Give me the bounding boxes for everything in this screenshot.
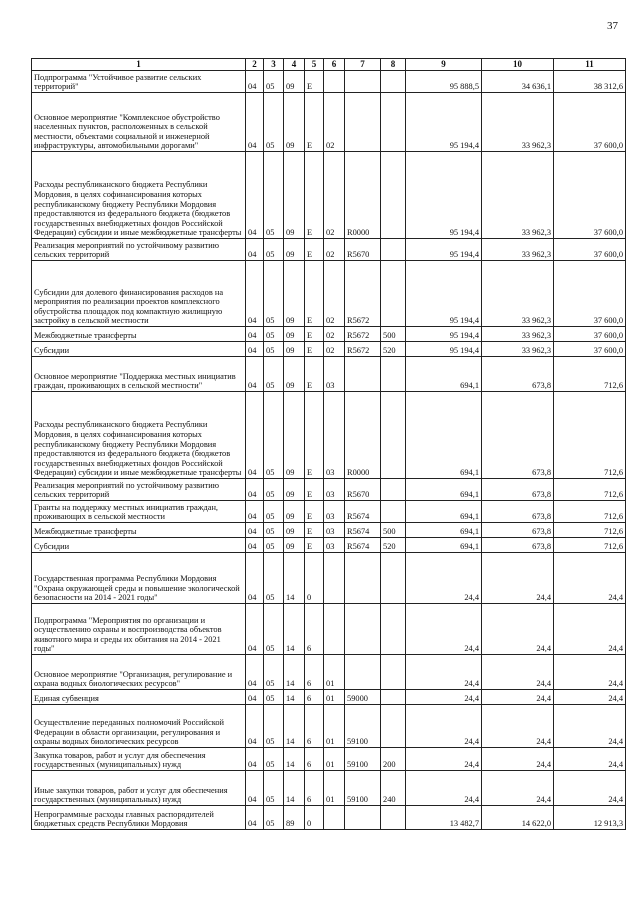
amount-col-10: 24,4 (482, 771, 554, 806)
row-name: Осуществление переданных полномочий Российской Федерации в области организации, регулирования и охраны водных биологических ресурсов (32, 705, 246, 748)
row-name: Субсидии (32, 342, 246, 357)
activity-code (324, 604, 345, 655)
expense-type-code (381, 239, 406, 261)
section-code: 04 (246, 392, 264, 479)
table-row (32, 655, 626, 690)
column-header: 11 (554, 59, 626, 71)
activity-code: 01 (324, 705, 345, 748)
expense-type-code: 500 (381, 327, 406, 342)
subprogram-code: Е (305, 71, 324, 93)
subprogram-code: Е (305, 479, 324, 501)
subprogram-code: Е (305, 501, 324, 523)
amount-col-10: 33 962,3 (482, 342, 554, 357)
program-code: 14 (284, 553, 305, 604)
expense-code (345, 604, 381, 655)
column-header: 7 (345, 59, 381, 71)
table-header-row (32, 59, 626, 71)
section-code: 04 (246, 479, 264, 501)
amount-col-10: 673,8 (482, 357, 554, 392)
column-header: 4 (284, 59, 305, 71)
amount-col-11: 24,4 (554, 655, 626, 690)
subsection-code: 05 (264, 690, 284, 705)
amount-col-10: 33 962,3 (482, 152, 554, 239)
expense-type-code: 200 (381, 748, 406, 771)
amount-col-11: 24,4 (554, 553, 626, 604)
subsection-code: 05 (264, 327, 284, 342)
program-code: 09 (284, 261, 305, 327)
subsection-code: 05 (264, 523, 284, 538)
program-code: 09 (284, 479, 305, 501)
expense-type-code: 520 (381, 538, 406, 553)
expense-code: R5674 (345, 538, 381, 553)
amount-col-11: 24,4 (554, 690, 626, 705)
section-code: 04 (246, 748, 264, 771)
column-header: 10 (482, 59, 554, 71)
expense-code: R5672 (345, 261, 381, 327)
amount-col-9: 24,4 (406, 655, 482, 690)
subprogram-code: 0 (305, 553, 324, 604)
program-code: 14 (284, 655, 305, 690)
activity-code: 01 (324, 748, 345, 771)
section-code: 04 (246, 523, 264, 538)
subsection-code: 05 (264, 705, 284, 748)
table-row (32, 523, 626, 538)
expense-code (345, 655, 381, 690)
amount-col-10: 673,8 (482, 501, 554, 523)
subsection-code: 05 (264, 806, 284, 830)
amount-col-10: 33 962,3 (482, 93, 554, 152)
activity-code: 02 (324, 261, 345, 327)
amount-col-10: 33 962,3 (482, 327, 554, 342)
amount-col-10: 34 636,1 (482, 71, 554, 93)
amount-col-9: 24,4 (406, 690, 482, 705)
section-code: 04 (246, 342, 264, 357)
activity-code: 03 (324, 538, 345, 553)
amount-col-9: 95 194,4 (406, 261, 482, 327)
row-name: Закупка товаров, работ и услуг для обеспечения государственных (муниципальных) нужд (32, 748, 246, 771)
program-code: 09 (284, 93, 305, 152)
section-code: 04 (246, 690, 264, 705)
table-row (32, 357, 626, 392)
amount-col-9: 95 194,4 (406, 327, 482, 342)
subsection-code: 05 (264, 479, 284, 501)
amount-col-10: 673,8 (482, 538, 554, 553)
expense-type-code (381, 806, 406, 830)
subprogram-code: Е (305, 261, 324, 327)
row-name: Основное мероприятие "Комплексное обустройство населенных пунктов, расположенных в сельской местности, объектами социальной и инженерной инфраструктуры, автомобильными дорогами" (32, 93, 246, 152)
activity-code: 01 (324, 771, 345, 806)
subprogram-code: Е (305, 152, 324, 239)
section-code: 04 (246, 538, 264, 553)
subprogram-code: Е (305, 93, 324, 152)
amount-col-9: 24,4 (406, 604, 482, 655)
amount-col-11: 37 600,0 (554, 239, 626, 261)
expense-code: R0000 (345, 392, 381, 479)
subsection-code: 05 (264, 771, 284, 806)
row-name: Реализация мероприятий по устойчивому развитию сельских территорий (32, 239, 246, 261)
row-name: Субсидии (32, 538, 246, 553)
amount-col-11: 712,6 (554, 479, 626, 501)
program-code: 89 (284, 806, 305, 830)
column-header: 6 (324, 59, 345, 71)
column-header: 3 (264, 59, 284, 71)
subsection-code: 05 (264, 357, 284, 392)
section-code: 04 (246, 71, 264, 93)
subsection-code: 05 (264, 538, 284, 553)
subsection-code: 05 (264, 604, 284, 655)
section-code: 04 (246, 806, 264, 830)
row-name: Непрограммные расходы главных распорядителей бюджетных средств Республики Мордовия (32, 806, 246, 830)
amount-col-9: 24,4 (406, 705, 482, 748)
expense-type-code: 520 (381, 342, 406, 357)
row-name: Субсидии для долевого финансирования расходов на мероприятия по реализации проектов комплексного обустройства площадок под компактную жилищную застройку в сельской местности (32, 261, 246, 327)
program-code: 09 (284, 357, 305, 392)
amount-col-10: 673,8 (482, 523, 554, 538)
table-row (32, 501, 626, 523)
amount-col-11: 37 600,0 (554, 152, 626, 239)
activity-code: 02 (324, 342, 345, 357)
subsection-code: 05 (264, 261, 284, 327)
row-name: Основное мероприятие "Поддержка местных инициатив граждан, проживающих в сельской местности" (32, 357, 246, 392)
table-row (32, 538, 626, 553)
program-code: 09 (284, 501, 305, 523)
expense-code: R5672 (345, 342, 381, 357)
expense-type-code (381, 655, 406, 690)
row-name: Реализация мероприятий по устойчивому развитию сельских территорий (32, 479, 246, 501)
section-code: 04 (246, 327, 264, 342)
table-row (32, 705, 626, 748)
row-name: Единая субвенция (32, 690, 246, 705)
row-name: Межбюджетные трансферты (32, 523, 246, 538)
expense-type-code (381, 553, 406, 604)
program-code: 14 (284, 690, 305, 705)
expense-code (345, 71, 381, 93)
activity-code: 02 (324, 327, 345, 342)
activity-code: 02 (324, 152, 345, 239)
amount-col-10: 24,4 (482, 690, 554, 705)
amount-col-10: 24,4 (482, 748, 554, 771)
expense-type-code (381, 705, 406, 748)
amount-col-9: 24,4 (406, 553, 482, 604)
subsection-code: 05 (264, 342, 284, 357)
amount-col-10: 24,4 (482, 604, 554, 655)
row-name: Основное мероприятие "Организация, регулирование и охрана водных биологических ресурсов" (32, 655, 246, 690)
expense-code: R5672 (345, 327, 381, 342)
section-code: 04 (246, 93, 264, 152)
table-row (32, 152, 626, 239)
expense-code: 59100 (345, 748, 381, 771)
section-code: 04 (246, 655, 264, 690)
column-header: 2 (246, 59, 264, 71)
section-code: 04 (246, 604, 264, 655)
amount-col-11: 37 600,0 (554, 93, 626, 152)
subsection-code: 05 (264, 392, 284, 479)
table-row (32, 239, 626, 261)
table-row (32, 261, 626, 327)
table-row (32, 806, 626, 830)
subprogram-code: Е (305, 239, 324, 261)
table-row (32, 392, 626, 479)
expense-code: R5670 (345, 479, 381, 501)
subprogram-code: 6 (305, 690, 324, 705)
subsection-code: 05 (264, 93, 284, 152)
table-row (32, 690, 626, 705)
expense-type-code (381, 261, 406, 327)
amount-col-10: 24,4 (482, 655, 554, 690)
column-header: 8 (381, 59, 406, 71)
subsection-code: 05 (264, 553, 284, 604)
program-code: 09 (284, 71, 305, 93)
expense-type-code (381, 604, 406, 655)
amount-col-10: 24,4 (482, 553, 554, 604)
amount-col-9: 694,1 (406, 392, 482, 479)
subsection-code: 05 (264, 501, 284, 523)
amount-col-9: 694,1 (406, 538, 482, 553)
subprogram-code: 6 (305, 748, 324, 771)
activity-code: 01 (324, 655, 345, 690)
activity-code (324, 71, 345, 93)
subsection-code: 05 (264, 655, 284, 690)
activity-code: 02 (324, 239, 345, 261)
activity-code: 03 (324, 479, 345, 501)
amount-col-11: 712,6 (554, 392, 626, 479)
activity-code (324, 806, 345, 830)
expense-type-code (381, 392, 406, 479)
program-code: 09 (284, 523, 305, 538)
row-name: Иные закупки товаров, работ и услуг для обеспечения государственных (муниципальных) нужд (32, 771, 246, 806)
expense-code: R0000 (345, 152, 381, 239)
subprogram-code: 6 (305, 655, 324, 690)
row-name: Подпрограмма "Устойчивое развитие сельских территорий" (32, 71, 246, 93)
amount-col-11: 38 312,6 (554, 71, 626, 93)
amount-col-9: 95 194,4 (406, 152, 482, 239)
amount-col-9: 13 482,7 (406, 806, 482, 830)
activity-code: 02 (324, 93, 345, 152)
table-row (32, 479, 626, 501)
program-code: 14 (284, 748, 305, 771)
row-name: Расходы республиканского бюджета Республики Мордовия, в целях софинансирования которых республиканскому бюджету Республики Мордовия предоставляются из федерального бюджета (бюджетов государственных внебюджетных фондов Российской Федерации) субсидии и иные межбюджетные трансферты (32, 152, 246, 239)
subprogram-code: 6 (305, 771, 324, 806)
section-code: 04 (246, 501, 264, 523)
page-number: 37 (607, 20, 618, 32)
row-name: Межбюджетные трансферты (32, 327, 246, 342)
amount-col-9: 24,4 (406, 771, 482, 806)
activity-code: 01 (324, 690, 345, 705)
table-row (32, 771, 626, 806)
section-code: 04 (246, 705, 264, 748)
subprogram-code: Е (305, 538, 324, 553)
expense-code: 59100 (345, 771, 381, 806)
amount-col-10: 33 962,3 (482, 239, 554, 261)
program-code: 14 (284, 604, 305, 655)
activity-code (324, 553, 345, 604)
amount-col-9: 694,1 (406, 523, 482, 538)
table-row (32, 93, 626, 152)
subprogram-code: Е (305, 392, 324, 479)
section-code: 04 (246, 239, 264, 261)
amount-col-10: 14 622,0 (482, 806, 554, 830)
expense-code: R5674 (345, 523, 381, 538)
section-code: 04 (246, 771, 264, 806)
table-row (32, 553, 626, 604)
table-row (32, 327, 626, 342)
column-header: 1 (32, 59, 246, 71)
row-name: Подпрограмма "Мероприятия по организации и осуществлению охраны и воспроизводства объектов животного мира и среды их обитания на 2014 - 2021 годы" (32, 604, 246, 655)
table-row (32, 604, 626, 655)
expense-type-code (381, 93, 406, 152)
column-header: 5 (305, 59, 324, 71)
expense-type-code (381, 479, 406, 501)
activity-code: 03 (324, 523, 345, 538)
expense-type-code: 240 (381, 771, 406, 806)
expense-code (345, 93, 381, 152)
expense-type-code (381, 71, 406, 93)
expense-code: 59000 (345, 690, 381, 705)
subsection-code: 05 (264, 239, 284, 261)
amount-col-11: 712,6 (554, 357, 626, 392)
amount-col-11: 24,4 (554, 604, 626, 655)
section-code: 04 (246, 553, 264, 604)
amount-col-10: 673,8 (482, 479, 554, 501)
program-code: 09 (284, 239, 305, 261)
expense-type-code (381, 501, 406, 523)
amount-col-9: 95 194,4 (406, 93, 482, 152)
table-row (32, 71, 626, 93)
amount-col-11: 712,6 (554, 501, 626, 523)
expense-code (345, 806, 381, 830)
expense-code: R5674 (345, 501, 381, 523)
subprogram-code: Е (305, 523, 324, 538)
section-code: 04 (246, 152, 264, 239)
expense-type-code (381, 690, 406, 705)
amount-col-11: 24,4 (554, 705, 626, 748)
subprogram-code: Е (305, 357, 324, 392)
amount-col-9: 95 888,5 (406, 71, 482, 93)
expense-code (345, 553, 381, 604)
subsection-code: 05 (264, 152, 284, 239)
table-row (32, 748, 626, 771)
subprogram-code: Е (305, 327, 324, 342)
amount-col-10: 673,8 (482, 392, 554, 479)
row-name: Гранты на поддержку местных инициатив граждан, проживающих в сельской местности (32, 501, 246, 523)
amount-col-11: 24,4 (554, 771, 626, 806)
program-code: 09 (284, 152, 305, 239)
column-header: 9 (406, 59, 482, 71)
amount-col-9: 24,4 (406, 748, 482, 771)
subprogram-code: Е (305, 342, 324, 357)
amount-col-9: 694,1 (406, 501, 482, 523)
budget-table (31, 58, 626, 830)
amount-col-11: 712,6 (554, 523, 626, 538)
amount-col-11: 24,4 (554, 748, 626, 771)
amount-col-11: 12 913,3 (554, 806, 626, 830)
subprogram-code: 0 (305, 806, 324, 830)
expense-code (345, 357, 381, 392)
subsection-code: 05 (264, 71, 284, 93)
amount-col-10: 33 962,3 (482, 261, 554, 327)
amount-col-11: 712,6 (554, 538, 626, 553)
table-row (32, 342, 626, 357)
activity-code: 03 (324, 357, 345, 392)
expense-code: R5670 (345, 239, 381, 261)
program-code: 09 (284, 327, 305, 342)
expense-type-code (381, 152, 406, 239)
amount-col-10: 24,4 (482, 705, 554, 748)
amount-col-9: 694,1 (406, 479, 482, 501)
amount-col-9: 95 194,4 (406, 239, 482, 261)
program-code: 09 (284, 342, 305, 357)
amount-col-9: 694,1 (406, 357, 482, 392)
amount-col-11: 37 600,0 (554, 342, 626, 357)
amount-col-11: 37 600,0 (554, 261, 626, 327)
amount-col-9: 95 194,4 (406, 342, 482, 357)
expense-type-code (381, 357, 406, 392)
expense-code: 59100 (345, 705, 381, 748)
activity-code: 03 (324, 392, 345, 479)
program-code: 09 (284, 538, 305, 553)
program-code: 09 (284, 392, 305, 479)
program-code: 14 (284, 705, 305, 748)
row-name: Расходы республиканского бюджета Республики Мордовия, в целях софинансирования которых республиканскому бюджету Республики Мордовия предоставляются из федерального бюджета (бюджетов государственных внебюджетных фондов Российской Федерации) субсидии и иные межбюджетные трансферты (32, 392, 246, 479)
section-code: 04 (246, 261, 264, 327)
section-code: 04 (246, 357, 264, 392)
expense-type-code: 500 (381, 523, 406, 538)
subprogram-code: 6 (305, 604, 324, 655)
amount-col-11: 37 600,0 (554, 327, 626, 342)
subprogram-code: 6 (305, 705, 324, 748)
row-name: Государственная программа Республики Мордовия "Охрана окружающей среды и повышение экологической безопасности на 2014 - 2021 годы" (32, 553, 246, 604)
subsection-code: 05 (264, 748, 284, 771)
activity-code: 03 (324, 501, 345, 523)
program-code: 14 (284, 771, 305, 806)
